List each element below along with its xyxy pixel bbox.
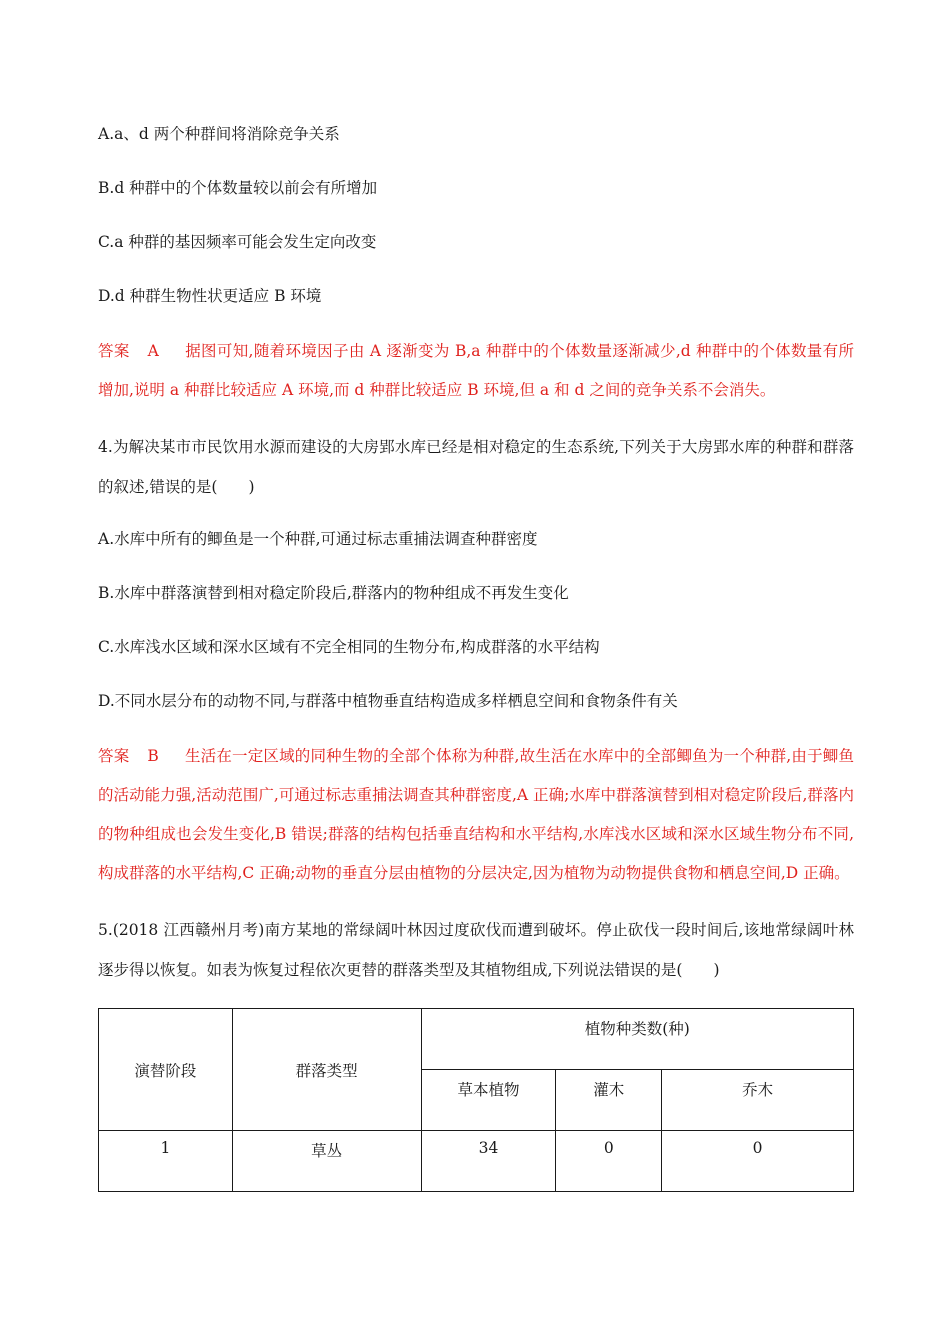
- q5-stem: 5.(2018 江西赣州月考)南方某地的常绿阔叶林因过度砍伐而遭到破坏。停止砍伐一段时间后,该地常绿阔叶林逐步得以恢复。如表为恢复过程依次更替的群落类型及其植物组成,下列说法错误的是( ): [98, 921, 854, 979]
- header-shrub: 灌木: [556, 1070, 662, 1131]
- answer-tag: 答案: [98, 342, 130, 360]
- q4-option-d: D.不同水层分布的动物不同,与群落中植物垂直结构造成多样栖息空间和食物条件有关: [98, 692, 678, 710]
- q3-option-d: D.d 种群生物性状更适应 B 环境: [98, 287, 322, 305]
- q4-stem: 4.为解决某市市民饮用水源而建设的大房郢水库已经是相对稳定的生态系统,下列关于大房郢水库的种群和群落的叙述,错误的是( ): [98, 438, 854, 496]
- succession-table: [98, 1008, 854, 1192]
- header-stage: 演替阶段: [99, 1009, 233, 1131]
- header-community-type: 群落类型: [232, 1009, 421, 1131]
- q3-option-b: B.d 种群中的个体数量较以前会有所增加: [98, 179, 378, 197]
- answer-letter: B: [147, 747, 159, 765]
- table-header-row: [99, 1009, 854, 1070]
- q3-answer: [98, 332, 854, 410]
- table-row: [99, 1131, 854, 1192]
- header-herb: 草本植物: [421, 1070, 556, 1131]
- q4-option-a: A.水库中所有的鲫鱼是一个种群,可通过标志重捕法调查种群密度: [98, 530, 538, 548]
- answer-explanation: 生活在一定区域的同种生物的全部个体称为种群,故生活在水库中的全部鲫鱼为一个种群,由于鲫鱼的活动能力强,活动范围广,可通过标志重捕法调查其种群密度,A 正确;水库中群落演替到相对稳定阶段后,群落内的物种组成也会发生变化,B 错误;群落的结构包括垂直结构和水平结构,水库浅水区域和深水区域生物分布不同,构成群落的水平结构,C 正确;动物的垂直分层由植物的分层决定,因为植物为动物提供食物和栖息空间,D 正确。: [98, 747, 854, 882]
- cell-herb: 34: [421, 1131, 556, 1192]
- answer-explanation: 据图可知,随着环境因子由 A 逐渐变为 B,a 种群中的个体数量逐渐减少,d 种群中的个体数量有所增加,说明 a 种群比较适应 A 环境,而 d 种群比较适应 B 环境,但 a 和 d 之间的竞争关系不会消失。: [98, 342, 854, 399]
- q4-option-b: B.水库中群落演替到相对稳定阶段后,群落内的物种组成不再发生变化: [98, 584, 569, 602]
- q4-answer: [98, 737, 854, 893]
- answer-letter: A: [147, 342, 159, 360]
- q3-option-c: C.a 种群的基因频率可能会发生定向改变: [98, 233, 377, 251]
- q3-option-a: A.a、d 两个种群间将消除竞争关系: [98, 125, 340, 143]
- document-page: [98, 120, 854, 1192]
- cell-shrub: 0: [556, 1131, 662, 1192]
- answer-tag: 答案: [98, 747, 130, 765]
- cell-type: 草丛: [232, 1131, 421, 1192]
- cell-stage: 1: [99, 1131, 233, 1192]
- header-tree: 乔木: [662, 1070, 854, 1131]
- header-species-count: 植物种类数(种): [421, 1009, 853, 1070]
- cell-tree: 0: [662, 1131, 854, 1192]
- q4-option-c: C.水库浅水区域和深水区域有不完全相同的生物分布,构成群落的水平结构: [98, 638, 600, 656]
